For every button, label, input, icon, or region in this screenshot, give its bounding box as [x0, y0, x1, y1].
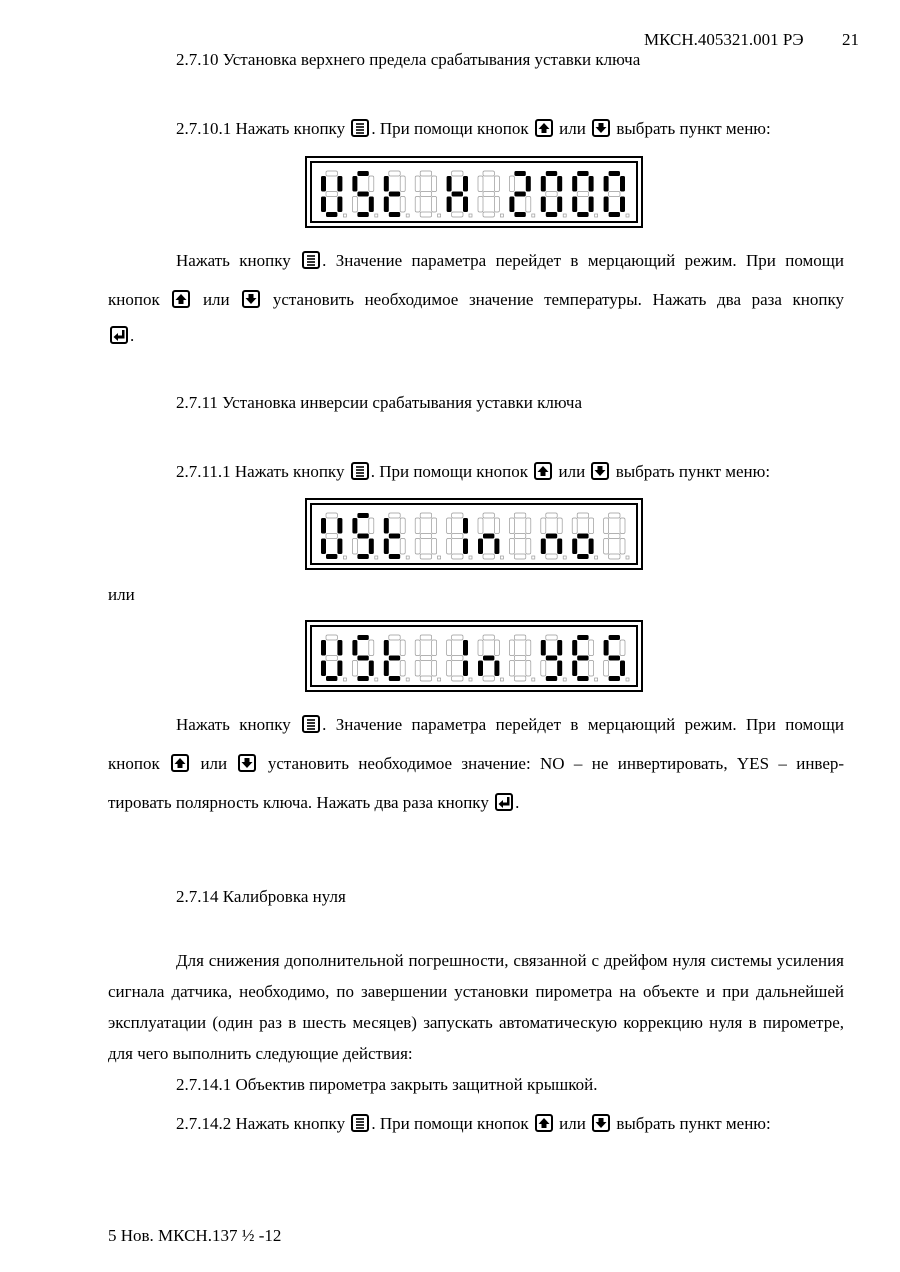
lcd-digit [478, 635, 503, 681]
lcd-digit [509, 171, 534, 217]
lcd-display-ust-h [305, 156, 643, 228]
page-header-code: МКСН.405321.001 РЭ [644, 30, 804, 49]
lcd-digit [478, 171, 503, 217]
lcd-digit [604, 635, 629, 681]
para-2-7-10-line-2: кнопок или установить необходимое значение температуры. Нажать два раза кнопку [108, 290, 845, 309]
lcd-digit [321, 635, 346, 681]
para-2-7-14-text: Для снижения дополнительной погрешности, связанной с дрейфом нуля системы усиления сигнала датчика, необходимо, по завершении установки пирометра на объекте и при дальнейшей эксплуатации (один раз в шесть месяцев) запускать автоматическую коррекцию нуля в пирометре, для чего выполнить следующие действия: [108, 951, 844, 1063]
up-arrow-key-icon-glyph [536, 464, 550, 478]
menu-key-icon-glyph [304, 717, 318, 731]
step-2-7-14-1: 2.7.14.1 Объектив пирометра закрыть защитной крышкой. [176, 1075, 598, 1094]
step-2-7-10-1: 2.7.10.1 Нажать кнопку . При помощи кнопок или выбрать пункт меню: [176, 119, 771, 138]
menu-key-icon [302, 251, 320, 269]
up-arrow-key-icon [535, 119, 553, 137]
lcd-digit [604, 171, 629, 217]
lcd-digit [384, 513, 409, 559]
lcd-digit [509, 635, 534, 681]
lcd-digit [541, 513, 566, 559]
enter-key-icon [495, 793, 513, 811]
lcd-digit [509, 513, 534, 559]
up-arrow-key-icon-glyph [537, 121, 551, 135]
para-2-7-11-line-1: Нажать кнопку . Значение параметра перейдет в мерцающий режим. При помощи [176, 715, 844, 734]
para-2-7-11-line-3: тировать полярность ключа. Нажать два раза кнопку . [108, 793, 520, 812]
para-2-7-10-line-3: . [108, 326, 134, 346]
enter-key-icon-glyph [112, 328, 126, 342]
menu-key-icon [351, 462, 369, 480]
menu-key-icon [302, 715, 320, 733]
down-arrow-key-icon-glyph [593, 464, 607, 478]
lcd-digit [352, 513, 377, 559]
down-arrow-key-icon-glyph [594, 1116, 608, 1130]
lcd-digit [352, 171, 377, 217]
down-arrow-key-icon [591, 462, 609, 480]
up-arrow-key-icon-glyph [173, 756, 187, 770]
up-arrow-key-icon [172, 290, 190, 308]
section-title-2-7-11: 2.7.11 Установка инверсии срабатывания уставки ключа [176, 393, 582, 412]
lcd-digit [572, 635, 597, 681]
menu-key-icon [351, 1114, 369, 1132]
lcd-digit [604, 513, 629, 559]
up-arrow-key-icon [535, 1114, 553, 1132]
up-arrow-key-icon [534, 462, 552, 480]
down-arrow-key-icon-glyph [240, 756, 254, 770]
lcd-digit [541, 171, 566, 217]
page-number: 21 [842, 30, 859, 49]
down-arrow-key-icon [242, 290, 260, 308]
menu-key-icon-glyph [353, 464, 367, 478]
lcd-digit [321, 171, 346, 217]
menu-key-icon-glyph [353, 121, 367, 135]
lcd-digit [541, 635, 566, 681]
section-title-2-7-10: 2.7.10 Установка верхнего предела срабатывания уставки ключа [176, 50, 641, 69]
lcd-digit [572, 171, 597, 217]
enter-key-icon [110, 326, 128, 344]
step-2-7-11-1: 2.7.11.1 Нажать кнопку . При помощи кнопок или выбрать пункт меню: [176, 462, 771, 481]
lcd-digit [384, 635, 409, 681]
footer-revision: 5 Нов. МКСН.137 ½ -12 [108, 1226, 282, 1245]
or-text: или [108, 585, 135, 604]
down-arrow-key-icon [592, 119, 610, 137]
section-title-2-7-14: 2.7.14 Калибровка нуля [176, 887, 346, 906]
lcd-digit [447, 513, 472, 559]
lcd-digit [572, 513, 597, 559]
step-2-7-14-2: 2.7.14.2 Нажать кнопку . При помощи кнопок или выбрать пункт меню: [176, 1114, 771, 1133]
enter-key-icon-glyph [497, 795, 511, 809]
down-arrow-key-icon [592, 1114, 610, 1132]
lcd-digit [384, 171, 409, 217]
lcd-digit [447, 635, 472, 681]
lcd-digit [415, 513, 440, 559]
lcd-digit [352, 635, 377, 681]
para-2-7-10-line-1: Нажать кнопку . Значение параметра перейдет в мерцающий режим. При помощи [176, 251, 844, 270]
lcd-digit [415, 171, 440, 217]
up-arrow-key-icon-glyph [174, 292, 188, 306]
up-arrow-key-icon-glyph [537, 1116, 551, 1130]
lcd-digit [415, 635, 440, 681]
lcd-display-ust-in-yes [305, 620, 643, 692]
para-2-7-11-line-2: кнопок или установить необходимое значение: NO – не инвертировать, YES – инвер- [108, 754, 845, 773]
menu-key-icon-glyph [304, 253, 318, 267]
lcd-digit [321, 513, 346, 559]
menu-key-icon [351, 119, 369, 137]
lcd-display-ust-in-no [305, 498, 643, 570]
down-arrow-key-icon [238, 754, 256, 772]
lcd-digit [447, 171, 472, 217]
para-2-7-14 [108, 945, 844, 1069]
down-arrow-key-icon-glyph [244, 292, 258, 306]
lcd-digit [478, 513, 503, 559]
down-arrow-key-icon-glyph [594, 121, 608, 135]
menu-key-icon-glyph [353, 1116, 367, 1130]
up-arrow-key-icon [171, 754, 189, 772]
